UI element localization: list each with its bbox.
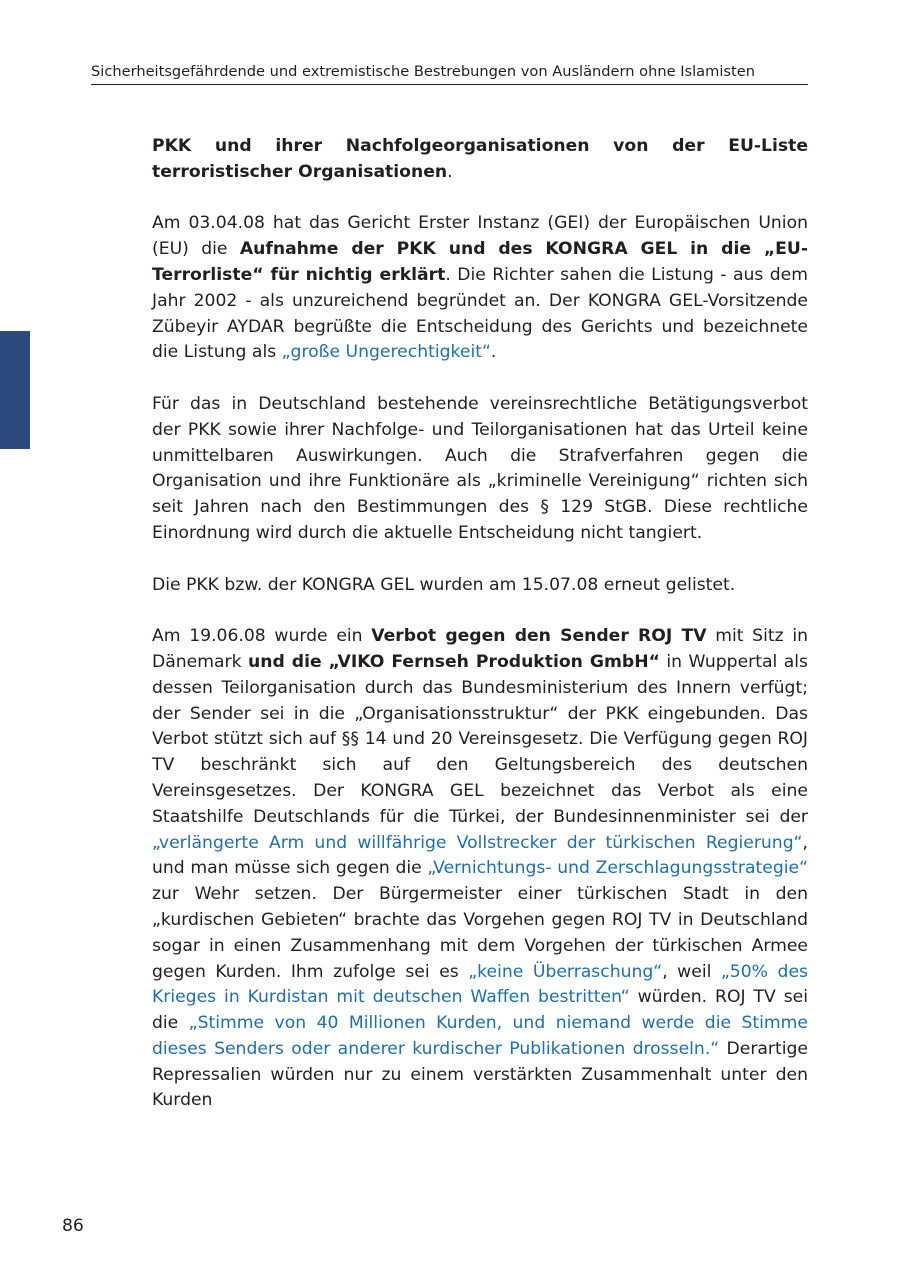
highlighted-quote: „Vernichtungs- und Zerschlagungsstrategie“ xyxy=(427,858,808,879)
body-text: zur Wehr setzen. Der Bürgermeister einer türkischen Stadt in den „kurdischen Gebieten“ brachte das Vorgehen gegen ROJ TV in Deutschland sogar in einen Zusammenhang mit dem Vorgehen der türkischen Armee gegen Kurden. Ihm zufolge sei es xyxy=(152,884,808,982)
paragraph-3 xyxy=(152,392,808,547)
running-header-title: Sicherheitsgefährdende und extremistische Bestrebungen von Ausländern ohne Islamisten xyxy=(91,63,755,80)
bold-text: PKK und ihrer Nachfolgeorganisationen von der EU-Liste terroristischer Organisationen xyxy=(152,136,808,182)
header-divider xyxy=(91,84,808,85)
body-text: Am 03.04.08 hat das Gericht Erster Instanz (GEI) der Europäischen Union (EU) die xyxy=(152,213,808,260)
body-text: Für das in Deutschland bestehende vereinsrechtliche Betätigungsverbot der PKK sowie ihrer Nachfolge- und Teilorganisationen hat das Urteil keine unmittelbaren Auswirkungen. Auch die Strafverfahren gegen die Organisation und ihre Funktionäre als „kriminelle Vereinigung“ richten sich seit Jahren nach den Bestimmungen des § 129 StGB. Diese rechtliche Einordnung wird durch die aktuelle Entscheidung nicht tangiert. xyxy=(152,393,808,543)
body-text: , weil xyxy=(662,961,721,982)
body-text: in Wuppertal als dessen Teilorganisation durch das Bundesministerium des Innern verfügt; der Sender sei in die „Organisationsstruktur“ der PKK eingebunden. Das Verbot stützt sich auf §§ 14 und 20 Vereinsgesetz. Die Verfügung gegen ROJ TV beschränkt sich auf den Geltungsbereich des deutschen Vereinsgesetzes. Der KONGRA GEL bezeichnet das Verbot als eine Staatshilfe Deutschlands für die Türkei, der Bundesinnenminister sei der xyxy=(152,651,808,827)
highlighted-quote: „keine Überraschung“ xyxy=(468,961,663,982)
bold-text: und die „VIKO Fernseh Produktion GmbH“ xyxy=(248,651,660,672)
body-text: . xyxy=(490,342,497,363)
highlighted-quote: „50% des Krieges in Kurdistan mit deutschen Waffen bestritten“ xyxy=(152,961,808,1008)
body-text: würden. ROJ TV sei die xyxy=(152,987,808,1034)
bold-text: Verbot gegen den Sender ROJ TV xyxy=(371,626,707,647)
body-text: Derartige Repressalien würden nur zu einem verstärkten Zusammenhalt unter den Kurden xyxy=(152,1038,808,1111)
body-text: . Die Richter sahen die Listung - aus dem Jahr 2002 - als unzureichend begründet an. Der KONGRA GEL-Vorsitzende Zübeyir AYDAR begrüßte die Entscheidung des Gerichts und bezeichnete die Listung als xyxy=(152,264,808,363)
body-text: . xyxy=(447,161,453,182)
paragraph-2 xyxy=(152,211,808,366)
paragraph-4 xyxy=(152,573,808,599)
body-text: , und man müsse sich gegen die xyxy=(152,832,808,879)
highlighted-quote: „große Ungerechtigkeit“ xyxy=(281,342,491,363)
highlighted-quote: „Stimme von 40 Millionen Kurden, und niemand werde die Stimme dieses Senders oder anderer kurdischer Publikationen drosseln.“ xyxy=(152,1013,808,1059)
page-body xyxy=(152,134,808,1140)
chapter-side-tab xyxy=(0,331,30,449)
page-number: 86 xyxy=(62,1216,84,1236)
body-text: mit Sitz in Dänemark xyxy=(152,626,808,672)
body-text: Am 19.06.08 wurde ein xyxy=(152,626,372,647)
highlighted-quote: „verlängerte Arm und willfährige Vollstrecker der türkischen Regierung“ xyxy=(152,832,803,853)
paragraph-1 xyxy=(152,134,808,186)
body-text: Die PKK bzw. der KONGRA GEL wurden am 15.07.08 erneut gelistet. xyxy=(152,574,736,595)
paragraph-5 xyxy=(152,624,808,1114)
bold-text: Aufnahme der PKK und des KONGRA GEL in die „EU-Terrorliste“ für nichtig erklärt xyxy=(152,239,808,285)
